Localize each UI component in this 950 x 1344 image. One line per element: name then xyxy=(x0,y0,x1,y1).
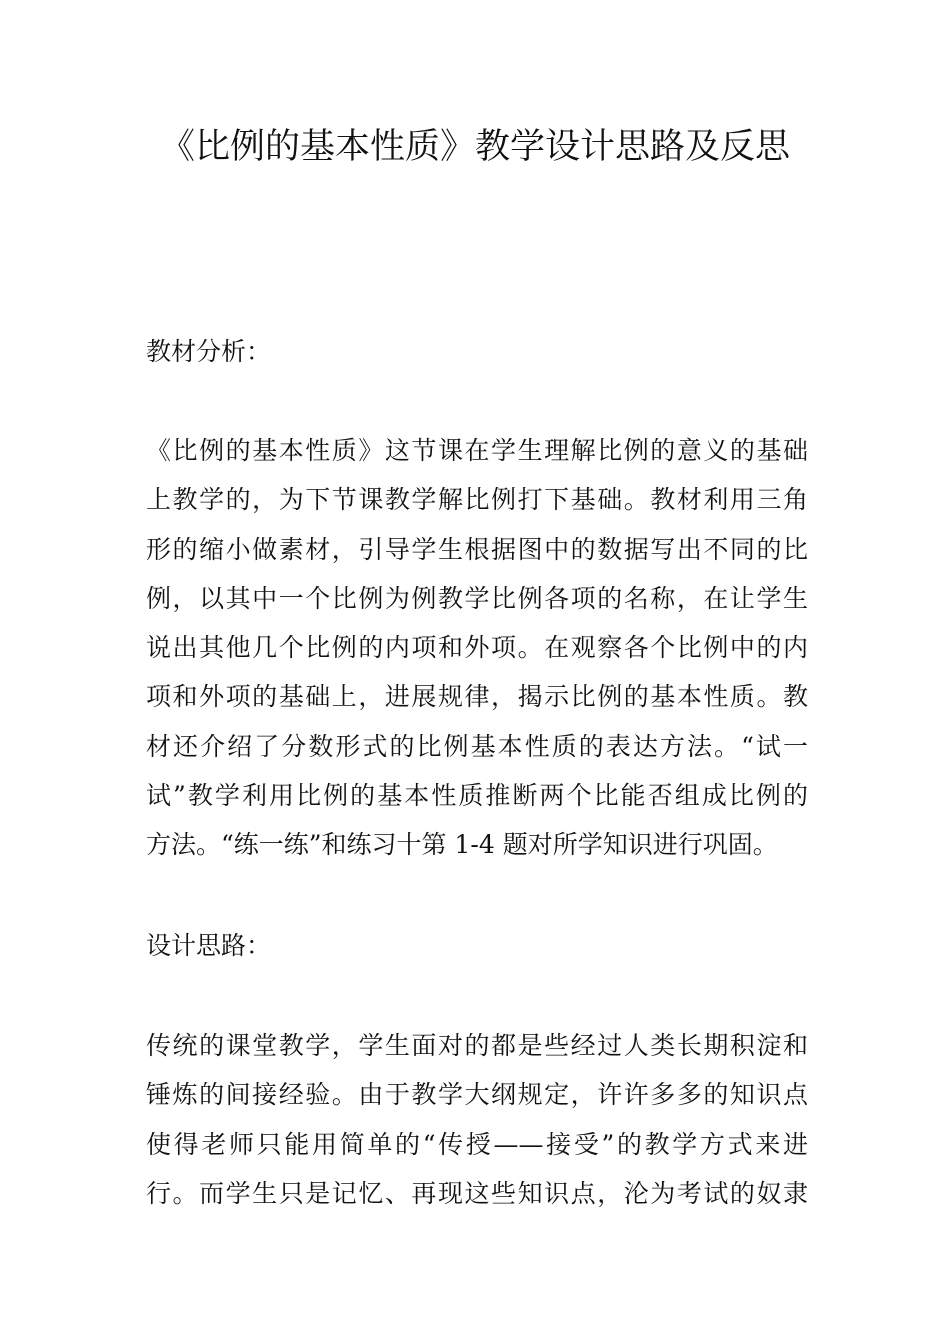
paragraph-line: 锤炼的间接经验。由于教学大纲规定，许许多多的知识点 xyxy=(146,1080,808,1110)
section-heading-design-ideas: 设计思路： xyxy=(146,931,272,960)
paragraph-textbook-analysis xyxy=(146,426,808,870)
paragraph-line: 使得老师只能用简单的“传授——接受”的教学方式来进 xyxy=(146,1129,808,1159)
paragraph-line: 方法。“练一练”和练习十第 1-4 题对所学知识进行巩固。 xyxy=(146,830,778,860)
section-heading-textbook-analysis: 教材分析： xyxy=(146,337,272,366)
paragraph-line: 例，以其中一个比例为例教学比例各项的名称，在让学生 xyxy=(146,583,808,613)
paragraph-line: 上教学的，为下节课教学解比例打下基础。教材利用三角 xyxy=(146,485,808,515)
paragraph-line: 《比例的基本性质》这节课在学生理解比例的意义的基础 xyxy=(146,436,808,465)
paragraph-line: 试”教学利用比例的基本性质推断两个比能否组成比例的 xyxy=(146,781,808,811)
paragraph-line: 项和外项的基础上，进展规律，揭示比例的基本性质。教 xyxy=(146,682,808,712)
paragraph-line: 形的缩小做素材，引导学生根据图中的数据写出不同的比 xyxy=(146,534,808,564)
paragraph-line: 说出其他几个比例的内项和外项。在观察各个比例中的内 xyxy=(146,633,808,663)
paragraph-line: 材还介绍了分数形式的比例基本性质的表达方法。“试一 xyxy=(146,731,808,761)
paragraph-line: 传统的课堂教学，学生面对的都是些经过人类长期积淀和 xyxy=(146,1031,808,1060)
document-title: 《比例的基本性质》教学设计思路及反思 xyxy=(159,127,790,167)
paragraph-design-ideas xyxy=(146,1021,808,1218)
paragraph-line: 行。而学生只是记忆、再现这些知识点，沦为考试的奴隶 xyxy=(146,1178,808,1208)
